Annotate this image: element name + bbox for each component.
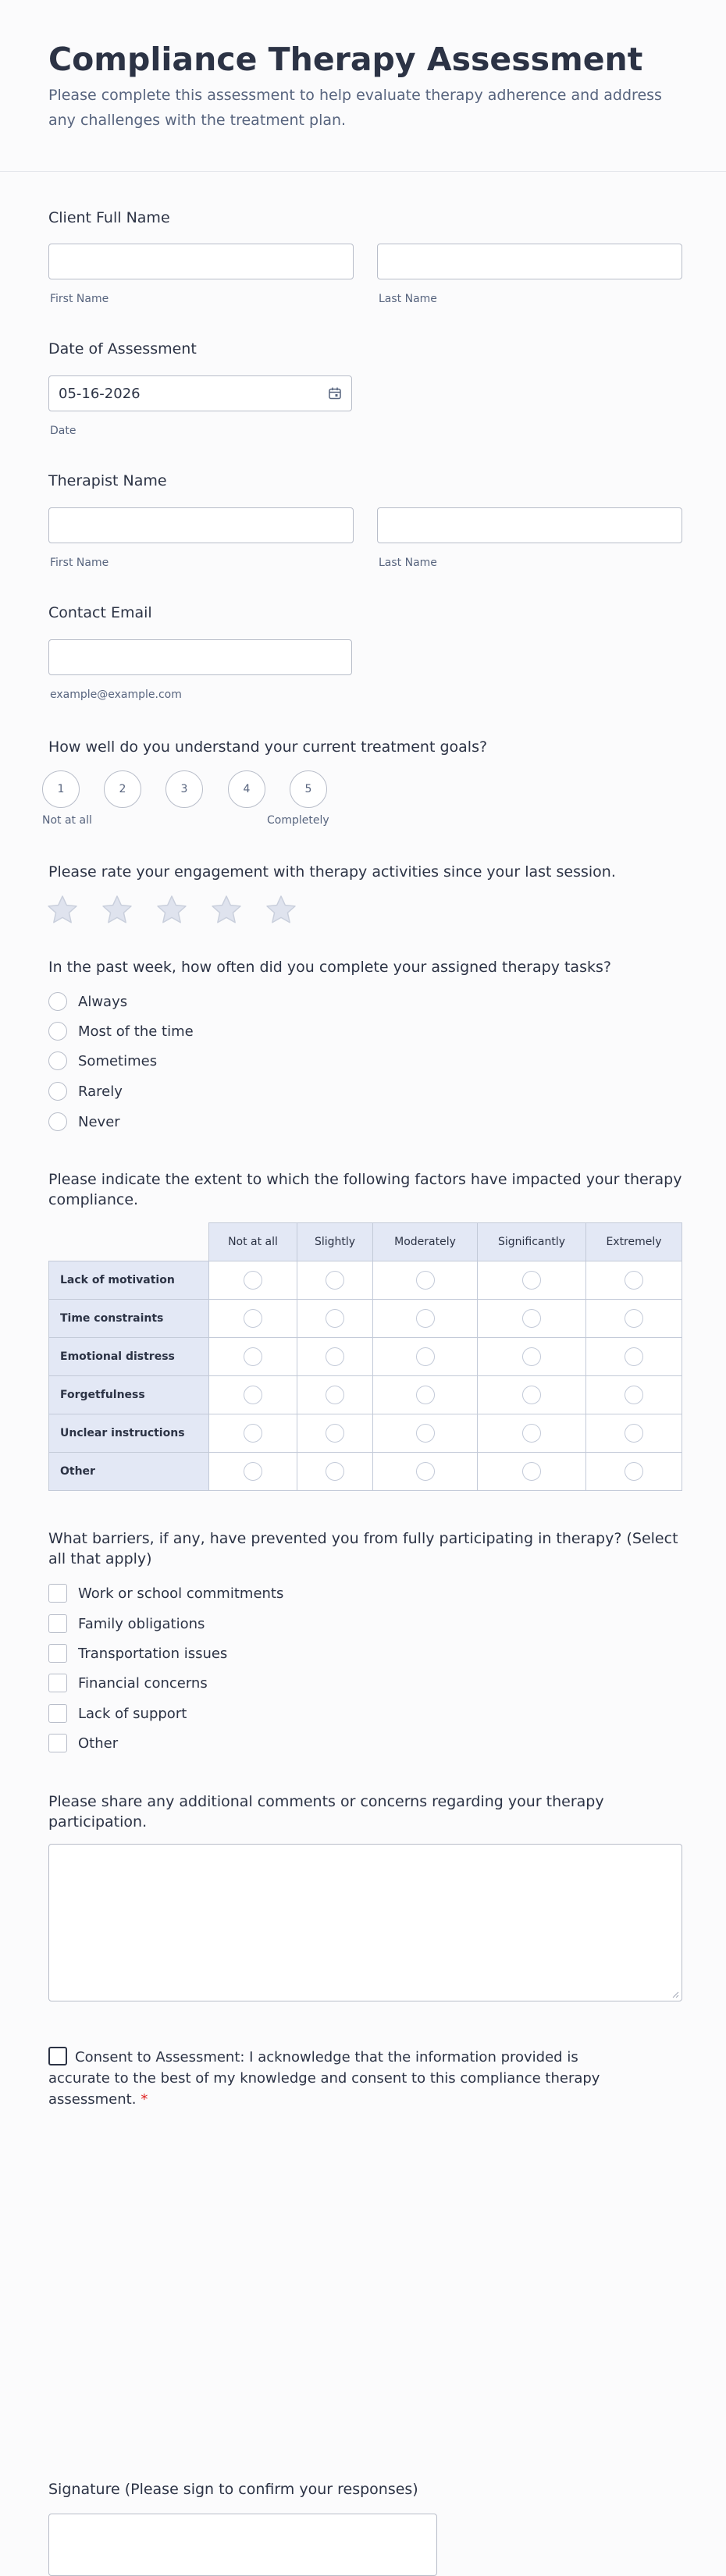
matrix-radio-button[interactable] <box>326 1347 344 1366</box>
consent-checkbox[interactable] <box>48 2047 67 2065</box>
matrix-radio-button[interactable] <box>625 1386 643 1404</box>
matrix-cell <box>478 1414 586 1453</box>
matrix-row-label: Emotional distress <box>49 1338 209 1376</box>
task-frequency-option-most[interactable]: Most of the time <box>48 1022 194 1041</box>
matrix-row <box>49 1300 682 1338</box>
matrix-col-significantly: Significantly <box>478 1223 586 1261</box>
barriers-field <box>48 1528 682 1569</box>
scale-option-5[interactable]: 5 <box>290 770 327 808</box>
star-icon[interactable] <box>45 893 80 927</box>
matrix-radio-button[interactable] <box>625 1424 643 1443</box>
assessment-date-sublabel: Date <box>50 425 77 437</box>
consent-text: Consent to Assessment: I acknowledge that the information provided is accurate to the best of my knowledge and consent to this compliance therapy assessment. <box>48 2049 600 2108</box>
star-icon[interactable] <box>100 893 134 927</box>
matrix-cell <box>373 1300 478 1338</box>
signature-pad[interactable] <box>48 2514 437 2576</box>
matrix-cell <box>373 1414 478 1453</box>
signature-field <box>48 2479 682 2500</box>
client-last-name-sublabel: Last Name <box>379 293 437 305</box>
task-frequency-field <box>48 957 682 977</box>
scale-min-label: Not at all <box>42 814 92 827</box>
contact-email-field <box>48 603 682 623</box>
checkbox[interactable] <box>48 1584 67 1603</box>
radio-button[interactable] <box>48 1112 67 1131</box>
matrix-radio-button[interactable] <box>625 1462 643 1481</box>
matrix-cell <box>297 1338 373 1376</box>
therapist-first-name-input[interactable] <box>48 507 354 543</box>
assessment-date-input[interactable] <box>48 375 352 411</box>
engagement-rating-field <box>48 862 682 882</box>
task-frequency-question: In the past week, how often did you complete your assigned therapy tasks? <box>48 959 611 976</box>
barrier-option-other[interactable]: Other <box>48 1734 118 1752</box>
matrix-cell <box>209 1338 297 1376</box>
matrix-radio-button[interactable] <box>625 1271 643 1290</box>
contact-email-input[interactable] <box>48 639 352 675</box>
radio-button[interactable] <box>48 992 67 1011</box>
barrier-option-family[interactable]: Family obligations <box>48 1614 205 1633</box>
signature-label: Signature (Please sign to confirm your responses) <box>48 2481 418 2498</box>
matrix-cell <box>297 1300 373 1338</box>
matrix-col-moderately: Moderately <box>373 1223 478 1261</box>
matrix-radio-button[interactable] <box>244 1271 262 1290</box>
matrix-radio-button[interactable] <box>416 1271 435 1290</box>
matrix-row <box>49 1261 682 1300</box>
task-frequency-option-rarely[interactable]: Rarely <box>48 1082 123 1101</box>
factors-matrix-field <box>48 1169 682 1210</box>
matrix-cell <box>586 1261 682 1300</box>
consent-field <box>48 2047 610 2110</box>
matrix-radio-button[interactable] <box>326 1309 344 1328</box>
calendar-icon[interactable] <box>328 386 342 400</box>
matrix-cell <box>586 1300 682 1338</box>
matrix-radio-button[interactable] <box>522 1424 541 1443</box>
matrix-cell <box>373 1376 478 1414</box>
client-name-label: Client Full Name <box>48 209 170 226</box>
matrix-radio-button[interactable] <box>522 1386 541 1404</box>
matrix-cell <box>209 1376 297 1414</box>
star-icon[interactable] <box>155 893 189 927</box>
form-subtitle: Please complete this assessment to help evaluate therapy adherence and address any challenges with the treatment plan. <box>48 87 662 129</box>
comments-question: Please share any additional comments or concerns regarding your therapy participation. <box>48 1793 604 1831</box>
matrix-body <box>49 1261 682 1491</box>
barrier-option-transportation[interactable]: Transportation issues <box>48 1644 227 1663</box>
checkbox[interactable] <box>48 1644 67 1663</box>
matrix-row-label: Lack of motivation <box>49 1261 209 1300</box>
star-icon[interactable] <box>264 893 298 927</box>
matrix-row <box>49 1414 682 1453</box>
radio-button[interactable] <box>48 1022 67 1041</box>
therapist-name-label: Therapist Name <box>48 472 167 489</box>
matrix-radio-button[interactable] <box>416 1462 435 1481</box>
matrix-cell <box>586 1414 682 1453</box>
barrier-option-financial[interactable]: Financial concerns <box>48 1674 208 1692</box>
engagement-rating-question: Please rate your engagement with therapy activities since your last session. <box>48 863 616 881</box>
matrix-radio-button[interactable] <box>326 1424 344 1443</box>
client-last-name-input[interactable] <box>377 244 682 279</box>
matrix-cell <box>373 1338 478 1376</box>
therapist-last-name-sublabel: Last Name <box>379 557 437 569</box>
matrix-cell <box>586 1338 682 1376</box>
matrix-col-not-at-all: Not at all <box>209 1223 297 1261</box>
required-mark: * <box>141 2091 148 2108</box>
understanding-scale-question: How well do you understand your current treatment goals? <box>48 738 488 756</box>
matrix-cell <box>478 1376 586 1414</box>
checkbox[interactable] <box>48 1734 67 1752</box>
matrix-cell <box>478 1261 586 1300</box>
matrix-cell <box>478 1453 586 1491</box>
task-frequency-option-always[interactable]: Always <box>48 992 127 1011</box>
task-frequency-option-sometimes[interactable]: Sometimes <box>48 1051 157 1070</box>
scale-max-label: Completely <box>267 814 329 827</box>
matrix-row-label: Unclear instructions <box>49 1414 209 1453</box>
client-name-field <box>48 208 682 228</box>
barrier-option-support[interactable]: Lack of support <box>48 1704 187 1723</box>
matrix-row-label: Forgetfulness <box>49 1376 209 1414</box>
barriers-question: What barriers, if any, have prevented you from fully participating in therapy? (Select all that apply) <box>48 1530 678 1567</box>
matrix-cell <box>586 1376 682 1414</box>
barrier-option-work[interactable]: Work or school commitments <box>48 1584 283 1603</box>
matrix-cell <box>297 1261 373 1300</box>
client-first-name-input[interactable] <box>48 244 354 279</box>
checkbox[interactable] <box>48 1614 67 1633</box>
form-title: Compliance Therapy Assessment <box>48 41 643 78</box>
client-first-name-sublabel: First Name <box>50 293 109 305</box>
factors-matrix-table <box>48 1222 682 1491</box>
matrix-radio-button[interactable] <box>522 1309 541 1328</box>
matrix-cell <box>209 1453 297 1491</box>
matrix-radio-button[interactable] <box>416 1424 435 1443</box>
matrix-radio-button[interactable] <box>244 1462 262 1481</box>
resize-handle-icon[interactable] <box>671 1991 679 1998</box>
matrix-radio-button[interactable] <box>522 1462 541 1481</box>
radio-button[interactable] <box>48 1051 67 1070</box>
therapist-name-field <box>48 471 682 491</box>
matrix-radio-button[interactable] <box>326 1271 344 1290</box>
matrix-cell <box>297 1376 373 1414</box>
matrix-radio-button[interactable] <box>416 1386 435 1404</box>
scale-option-1[interactable]: 1 <box>42 770 80 808</box>
matrix-cell <box>209 1414 297 1453</box>
task-frequency-option-never[interactable]: Never <box>48 1112 120 1131</box>
scale-option-2[interactable]: 2 <box>104 770 141 808</box>
form-header <box>0 0 726 172</box>
matrix-cell <box>297 1414 373 1453</box>
checkbox[interactable] <box>48 1674 67 1692</box>
assessment-date-field <box>48 339 682 359</box>
matrix-radio-button[interactable] <box>416 1309 435 1328</box>
scale-option-3[interactable]: 3 <box>165 770 203 808</box>
therapist-last-name-input[interactable] <box>377 507 682 543</box>
matrix-cell <box>297 1453 373 1491</box>
contact-email-label: Contact Email <box>48 604 152 621</box>
matrix-cell <box>373 1453 478 1491</box>
matrix-row-label: Time constraints <box>49 1300 209 1338</box>
scale-option-4[interactable]: 4 <box>228 770 265 808</box>
matrix-col-extremely: Extremely <box>586 1223 682 1261</box>
matrix-radio-button[interactable] <box>625 1347 643 1366</box>
matrix-radio-button[interactable] <box>522 1271 541 1290</box>
matrix-corner <box>49 1223 209 1261</box>
matrix-row <box>49 1376 682 1414</box>
matrix-radio-button[interactable] <box>625 1309 643 1328</box>
matrix-cell <box>478 1300 586 1338</box>
matrix-radio-button[interactable] <box>326 1386 344 1404</box>
matrix-radio-button[interactable] <box>326 1462 344 1481</box>
matrix-radio-button[interactable] <box>522 1347 541 1366</box>
comments-field <box>48 1791 682 1832</box>
matrix-cell <box>209 1300 297 1338</box>
matrix-radio-button[interactable] <box>244 1347 262 1366</box>
star-icon[interactable] <box>209 893 244 927</box>
comments-textarea[interactable] <box>48 1844 682 2001</box>
matrix-cell <box>373 1261 478 1300</box>
matrix-radio-button[interactable] <box>244 1424 262 1443</box>
matrix-row-label: Other <box>49 1453 209 1491</box>
understanding-scale-field <box>48 737 682 757</box>
assessment-date-label: Date of Assessment <box>48 340 197 358</box>
checkbox[interactable] <box>48 1704 67 1723</box>
therapist-first-name-sublabel: First Name <box>50 557 109 569</box>
matrix-radio-button[interactable] <box>244 1309 262 1328</box>
factors-matrix-question: Please indicate the extent to which the following factors have impacted your therapy compliance. <box>48 1171 682 1208</box>
assessment-date-value: 05-16-2026 <box>59 385 141 402</box>
contact-email-sublabel: example@example.com <box>50 688 182 701</box>
matrix-radio-button[interactable] <box>416 1347 435 1366</box>
matrix-row <box>49 1338 682 1376</box>
matrix-cell <box>209 1261 297 1300</box>
matrix-row <box>49 1453 682 1491</box>
matrix-radio-button[interactable] <box>244 1386 262 1404</box>
matrix-header-row <box>49 1223 682 1261</box>
matrix-cell <box>478 1338 586 1376</box>
matrix-col-slightly: Slightly <box>297 1223 373 1261</box>
matrix-cell <box>586 1453 682 1491</box>
radio-button[interactable] <box>48 1082 67 1101</box>
